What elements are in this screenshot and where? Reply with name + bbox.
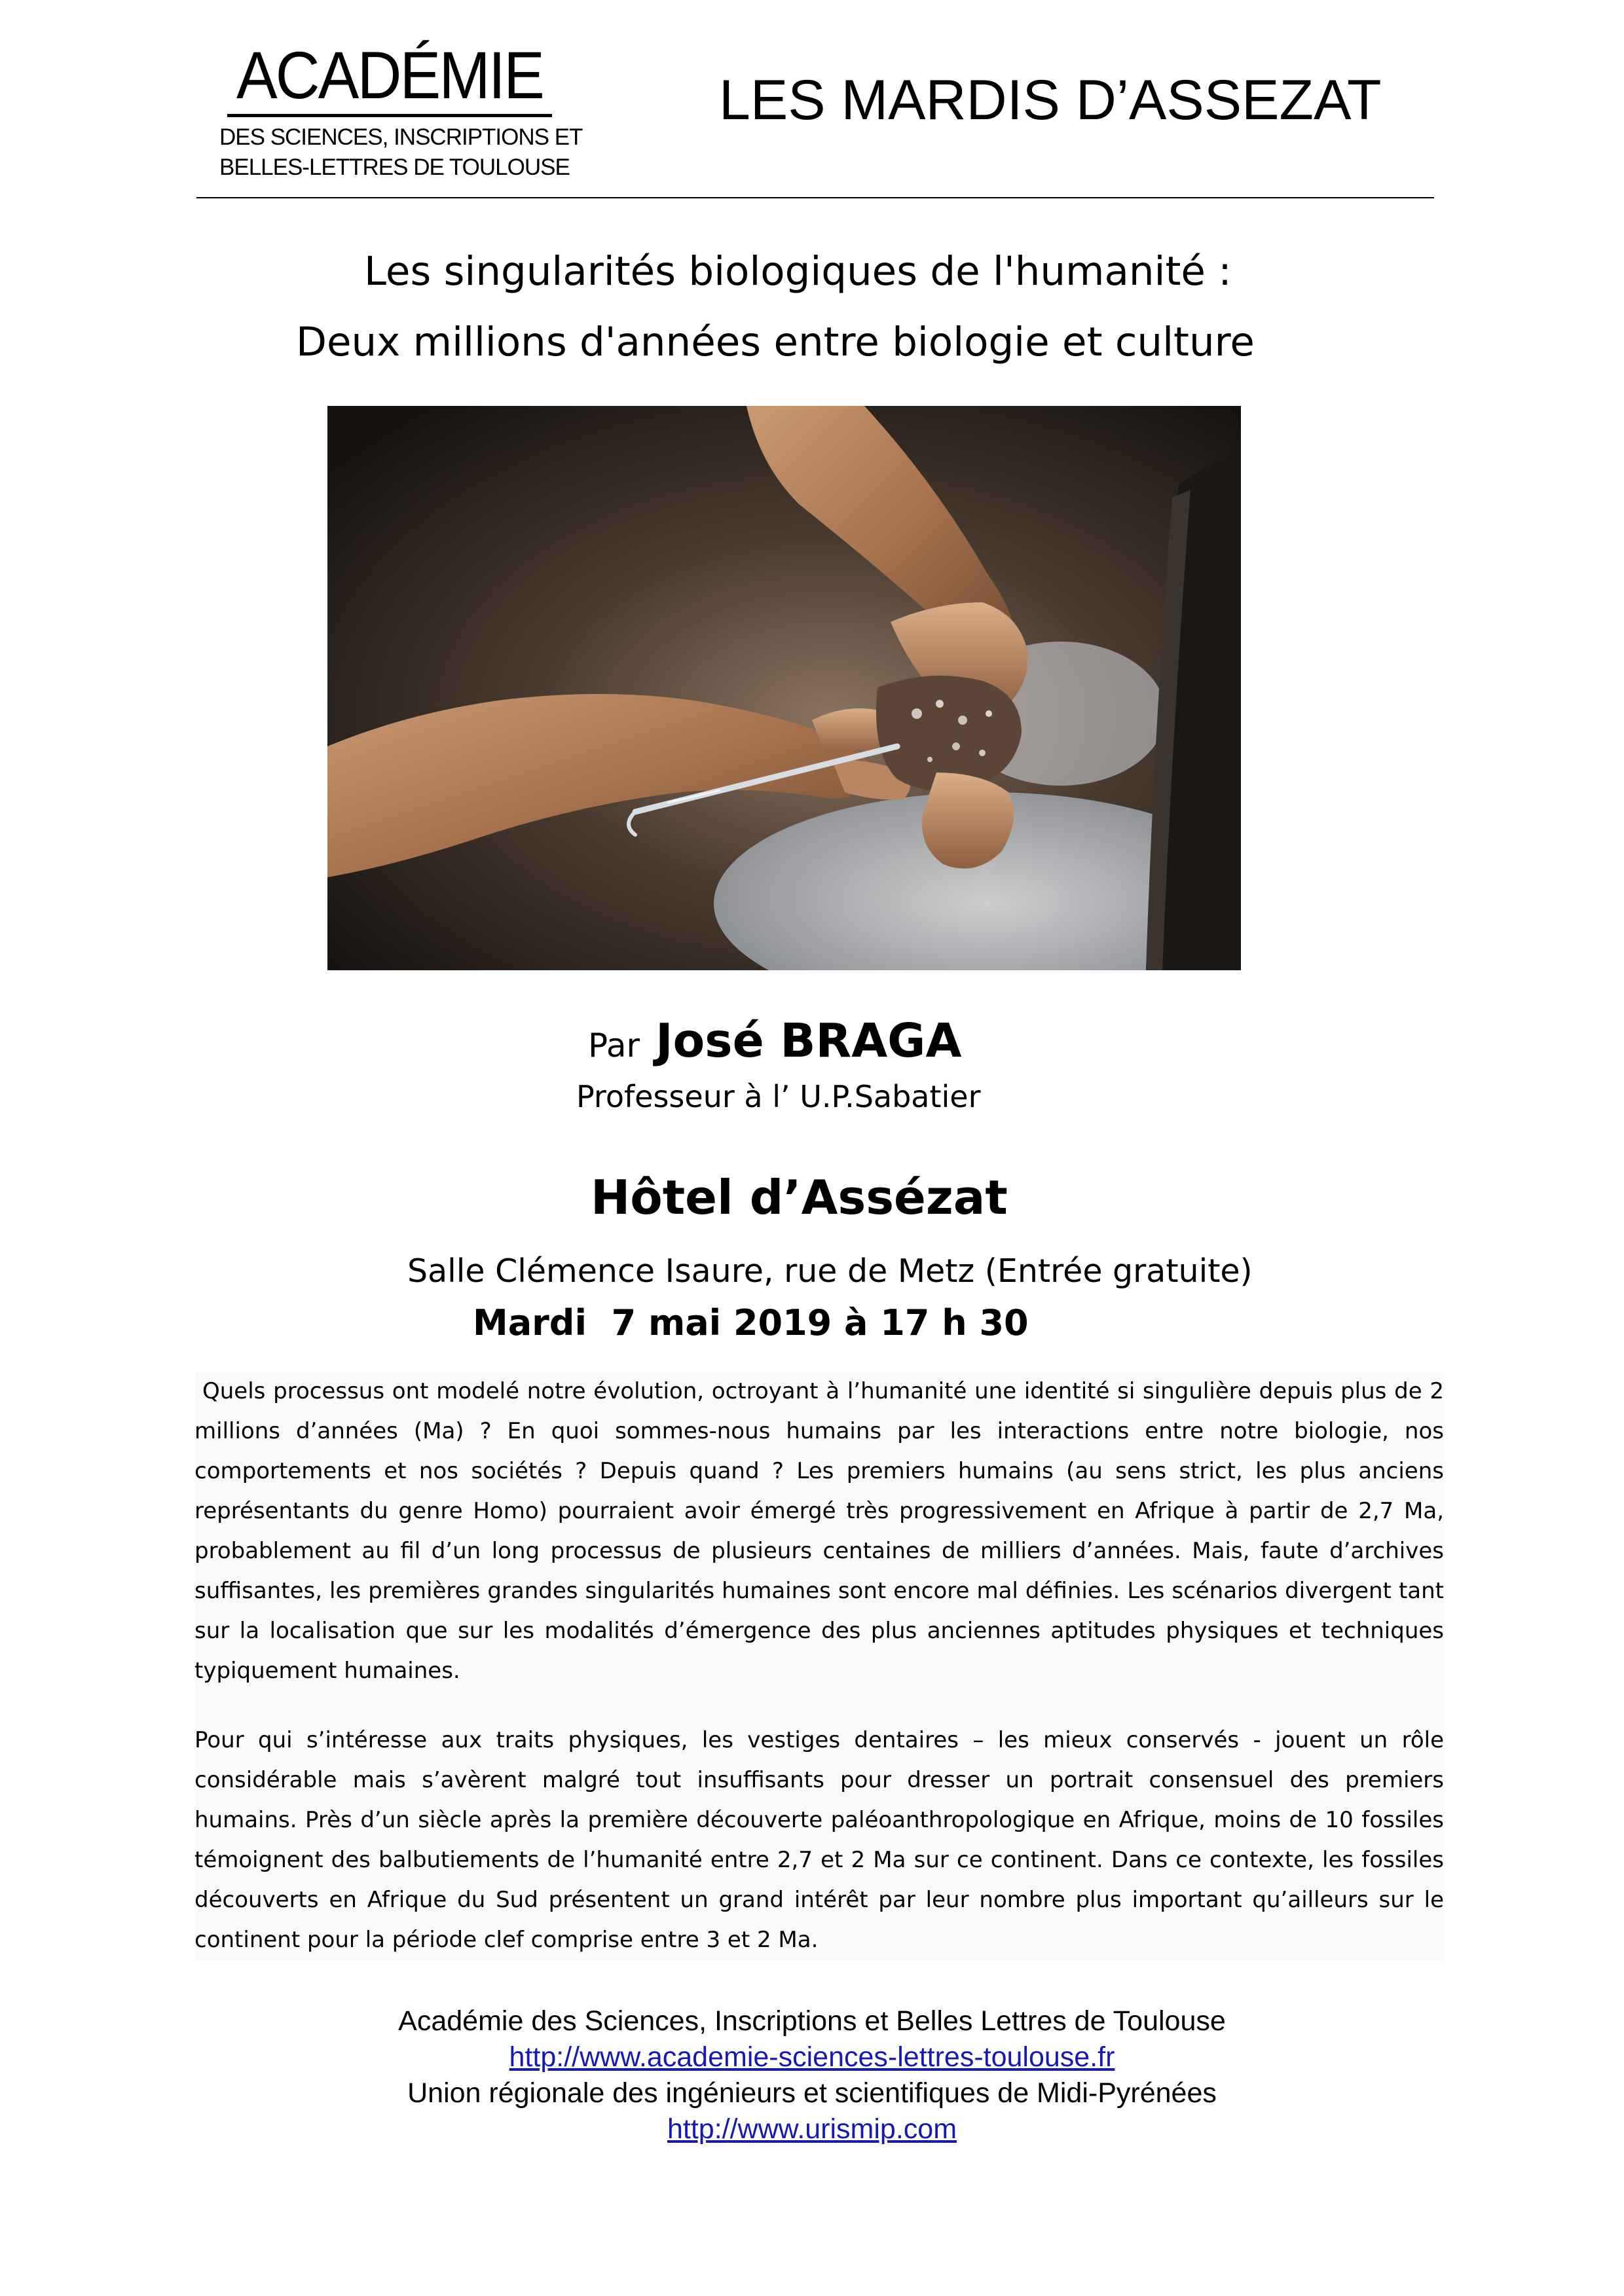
logo-rule xyxy=(227,114,552,117)
footer xyxy=(0,2003,1624,2147)
venue-room: Salle Clémence Isaure, rue de Metz (Entrée gratuite) xyxy=(407,1252,1253,1290)
footer-org-1: Académie des Sciences, Inscriptions et Belles Lettres de Toulouse xyxy=(398,2005,1226,2037)
header-divider xyxy=(196,197,1434,198)
fossil-photo-illustration xyxy=(327,406,1241,970)
lecture-title-line-1: Les singularités biologiques de l'humanité : xyxy=(364,248,1232,295)
speaker-role: Professeur à l’ U.P.Sabatier xyxy=(576,1079,981,1114)
speaker-line xyxy=(588,1013,961,1068)
logo-line-2: BELLES-LETTRES DE TOULOUSE xyxy=(219,155,570,180)
series-title: LES MARDIS D’ASSEZAT xyxy=(719,69,1382,132)
speaker-name: José BRAGA xyxy=(655,1013,962,1068)
by-label: Par xyxy=(588,1027,640,1065)
lecture-title-line-2: Deux millions d'années entre biologie et culture xyxy=(296,319,1255,365)
logo-name: ACADÉMIE xyxy=(236,38,544,113)
abstract-paragraph-2: Pour qui s’intéresse aux traits physiques, les vestiges dentaires – les mieux conservés - jouent un rôle considérable mais s’avèrent malgré tout insuffisants pour dresser un portrait consensuel des premiers humains. Près d’un siècle après la première découverte paléoanthropologique en Afrique, moins de 10 fossiles témoignent des balbutiements de l’humanité entre 2,7 et 2 Ma sur ce continent. Dans ce contexte, les fossiles découverts en Afrique du Sud présentent un grand intérêt par leur nombre plus important qu’ailleurs sur le continent pour la période clef comprise entre 3 et 2 Ma. xyxy=(194,1727,1444,1953)
event-date: Mardi 7 mai 2019 à 17 h 30 xyxy=(473,1302,1029,1343)
fossil-photo xyxy=(327,406,1241,970)
logo-line-1: DES SCIENCES, INSCRIPTIONS ET xyxy=(219,124,583,150)
venue-name: Hôtel d’Assézat xyxy=(591,1170,1008,1225)
footer-org-2: Union régionale des ingénieurs et scientifiques de Midi-Pyrénées xyxy=(407,2077,1217,2109)
abstract xyxy=(194,1372,1444,1960)
abstract-paragraph-1: Quels processus ont modelé notre évolution, octroyant à l’humanité une identité si singulière depuis plus de 2 millions d’années (Ma) ? En quoi sommes-nous humains par les interactions entre notre biologie, nos comportements et nos sociétés ? Depuis quand ? Les premiers humains (au sens strict, les plus anciens représentants du genre Homo) pourraient avoir émergé très progressivement en Afrique à partir de 2,7 Ma, probablement au fil d’un long processus de plusieurs centaines de milliers d’années. Mais, faute d’archives suffisantes, les premières grandes singularités humaines sont encore mal définies. Les scénarios divergent tant sur la localisation que sur les modalités d’émergence des plus anciennes aptitudes physiques et techniques typiquement humaines. xyxy=(194,1378,1444,1684)
footer-link-academie[interactable]: http://www.academie-sciences-lettres-toulouse.fr xyxy=(509,2041,1115,2073)
academie-logo xyxy=(219,38,583,183)
footer-link-urismip[interactable]: http://www.urismip.com xyxy=(667,2113,957,2145)
